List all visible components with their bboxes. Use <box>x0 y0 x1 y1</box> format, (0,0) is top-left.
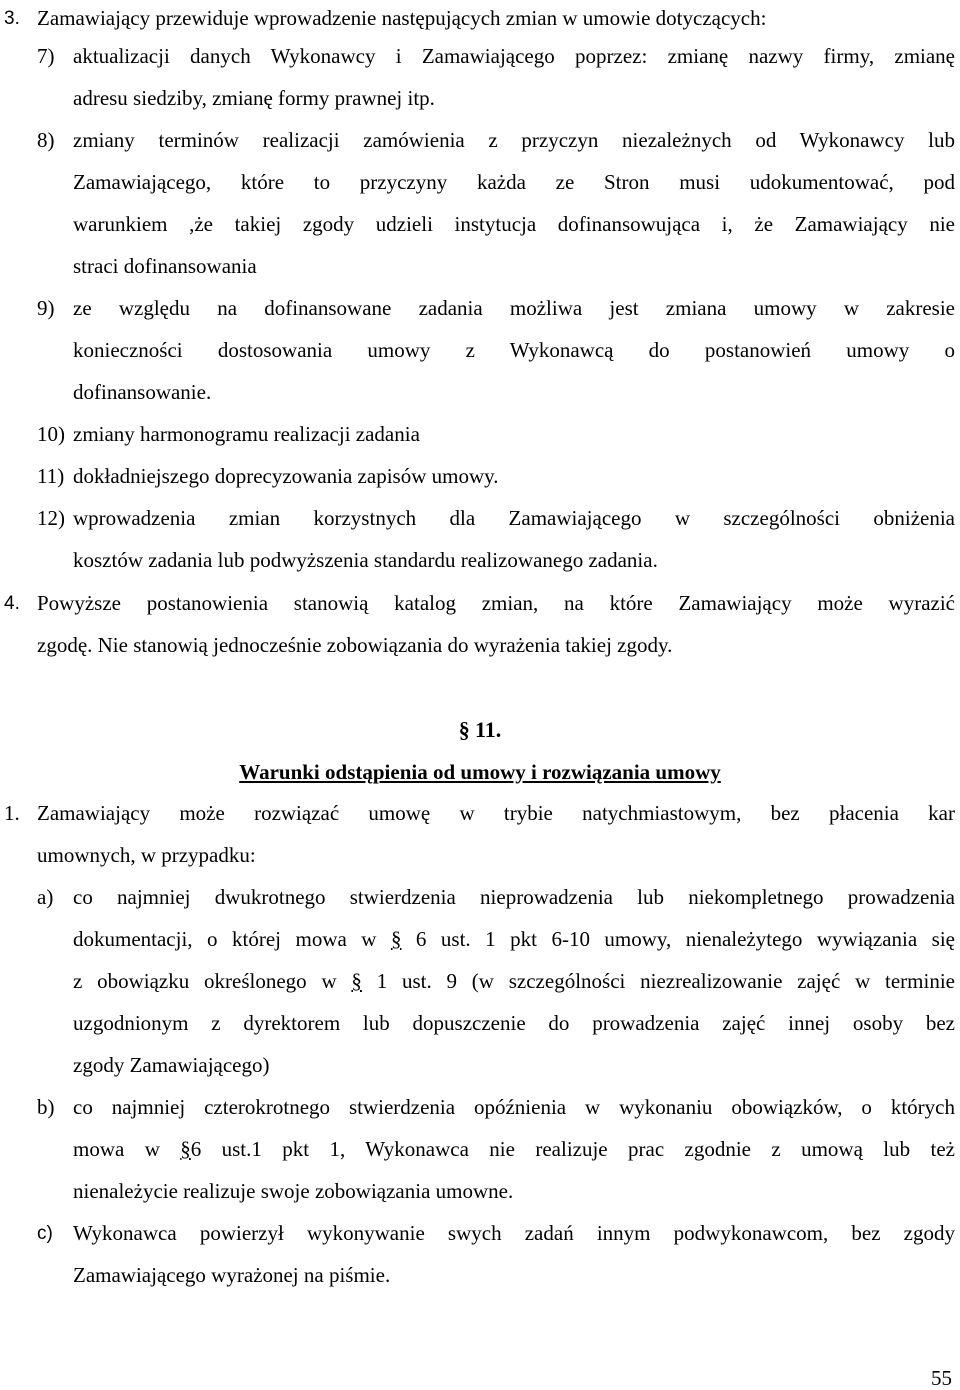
subpoint-letter: c) <box>37 1223 53 1244</box>
subpoint-continuation <box>0 1051 960 1079</box>
item-number: 10) <box>37 422 65 446</box>
point-1 <box>0 799 960 827</box>
item-text: aktualizacji danych Wykonawcy i Zamawiającego poprzez: zmianę nazwy firmy, zmianę <box>73 44 955 68</box>
paragraph-symbol: § <box>351 969 362 993</box>
list-item <box>0 126 960 154</box>
list-item <box>0 504 960 532</box>
list-item <box>0 42 960 70</box>
subpoint-continuation <box>0 1177 960 1205</box>
subpoint-text: nienależycie realizuje swoje zobowiązania umowne. <box>73 1179 514 1203</box>
list-item <box>0 294 960 322</box>
item-text: Zamawiającego, które to przyczyny każda ze Stron musi udokumentować, pod <box>73 170 955 194</box>
subpoint-text: Wykonawca powierzył wykonywanie swych zadań innym podwykonawcom, bez zgody <box>73 1221 955 1245</box>
item-text: warunkiem ,że takiej zgody udzieli instytucja dofinansowująca i, że Zamawiający nie <box>73 212 955 236</box>
section-number: 4. <box>4 593 20 614</box>
section-text: Powyższe postanowienia stanowią katalog zmian, na które Zamawiający może wyrazić <box>37 591 955 615</box>
item-text: dofinansowanie. <box>73 380 212 404</box>
item-text: kosztów zadania lub podwyższenia standardu realizowanego zadania. <box>73 548 658 572</box>
subpoint-continuation <box>0 1261 960 1289</box>
point-1-continuation <box>0 841 960 869</box>
point-text: umownych, w przypadku: <box>37 843 256 867</box>
list-item-continuation <box>0 210 960 238</box>
paragraph-number: 11. <box>474 717 502 742</box>
list-item-continuation <box>0 546 960 574</box>
list-item-continuation <box>0 336 960 364</box>
text-segment: z obowiązku określonego w <box>73 969 352 993</box>
list-item-continuation <box>0 378 960 406</box>
item-text: zmiany terminów realizacji zamówienia z przyczyn niezależnych od Wykonawcy lub <box>73 128 955 152</box>
paragraph-title: Warunki odstąpienia od umowy i rozwiązania umowy <box>239 760 721 784</box>
text-segment: dokumentacji, o której mowa w <box>73 927 391 951</box>
subpoint-text: uzgodnionym z dyrektorem lub dopuszczenie do prowadzenia zajęć innej osoby bez <box>73 1011 955 1035</box>
subpoint-text <box>73 925 955 953</box>
paragraph-symbol: § <box>458 717 470 742</box>
page-number: 55 <box>931 1366 952 1390</box>
subpoint-text: co najmniej czterokrotnego stwierdzenia opóźnienia w wykonaniu obowiązków, o których <box>73 1095 955 1119</box>
item-text: straci dofinansowania <box>73 254 257 278</box>
list-item-continuation <box>0 252 960 280</box>
item-number: 7) <box>37 44 55 68</box>
section-text: Zamawiający przewiduje wprowadzenie następujących zmian w umowie dotyczących: <box>37 6 767 30</box>
list-item <box>0 462 960 490</box>
item-number: 11) <box>37 464 65 488</box>
item-text: dokładniejszego doprecyzowania zapisów umowy. <box>73 464 499 488</box>
subpoint-c <box>0 1219 960 1247</box>
paragraph-title-row <box>0 757 960 787</box>
subpoint-letter: b) <box>37 1095 55 1119</box>
subpoint-letter: a) <box>37 885 54 909</box>
section-3-intro <box>0 4 960 32</box>
subpoint-text: zgody Zamawiającego) <box>73 1053 270 1077</box>
text-segment: 6 ust.1 pkt 1, Wykonawca nie realizuje prac zgodnie z umową lub też <box>190 1137 955 1161</box>
subpoint-text <box>73 1135 955 1163</box>
item-text: ze względu na dofinansowane zadania możliwa jest zmiana umowy w zakresie <box>73 296 955 320</box>
list-item <box>0 420 960 448</box>
paragraph-symbol: § <box>180 1137 191 1161</box>
item-number: 12) <box>37 506 65 530</box>
list-item-continuation <box>0 84 960 112</box>
point-number: 1. <box>4 801 20 825</box>
subpoint-text: Zamawiającego wyrażonej na piśmie. <box>73 1263 391 1287</box>
item-text: wprowadzenia zmian korzystnych dla Zamawiającego w szczególności obniżenia <box>73 506 955 530</box>
item-text: adresu siedziby, zmianę formy prawnej itp. <box>73 86 435 110</box>
subpoint-text <box>73 967 955 995</box>
subpoint-text: co najmniej dwukrotnego stwierdzenia nieprowadzenia lub niekompletnego prowadzenia <box>73 885 955 909</box>
subpoint-b <box>0 1093 960 1121</box>
paragraph-symbol: § <box>390 927 402 951</box>
item-number: 9) <box>37 296 55 320</box>
section-text: zgodę. Nie stanowią jednocześnie zobowiązania do wyrażenia takiej zgody. <box>37 633 673 657</box>
subpoint-continuation <box>0 967 960 995</box>
subpoint-a <box>0 883 960 911</box>
section-number: 3. <box>4 8 20 29</box>
subpoint-continuation <box>0 1135 960 1163</box>
subpoint-continuation <box>0 1009 960 1037</box>
text-segment: mowa w <box>73 1137 181 1161</box>
section-4-continuation <box>0 631 960 659</box>
list-item-continuation <box>0 168 960 196</box>
item-text: konieczności dostosowania umowy z Wykonawcą do postanowień umowy o <box>73 338 955 362</box>
point-text: Zamawiający może rozwiązać umowę w trybie natychmiastowym, bez płacenia kar <box>37 801 955 825</box>
subpoint-continuation <box>0 925 960 953</box>
text-segment: 6 ust. 1 pkt 6-10 umowy, nienależytego wywiązania się <box>401 927 955 951</box>
section-4 <box>0 589 960 617</box>
paragraph-heading <box>0 715 960 745</box>
item-text: zmiany harmonogramu realizacji zadania <box>73 422 420 446</box>
item-number: 8) <box>37 128 55 152</box>
text-segment: 1 ust. 9 (w szczególności niezrealizowanie zajęć w terminie <box>361 969 955 993</box>
